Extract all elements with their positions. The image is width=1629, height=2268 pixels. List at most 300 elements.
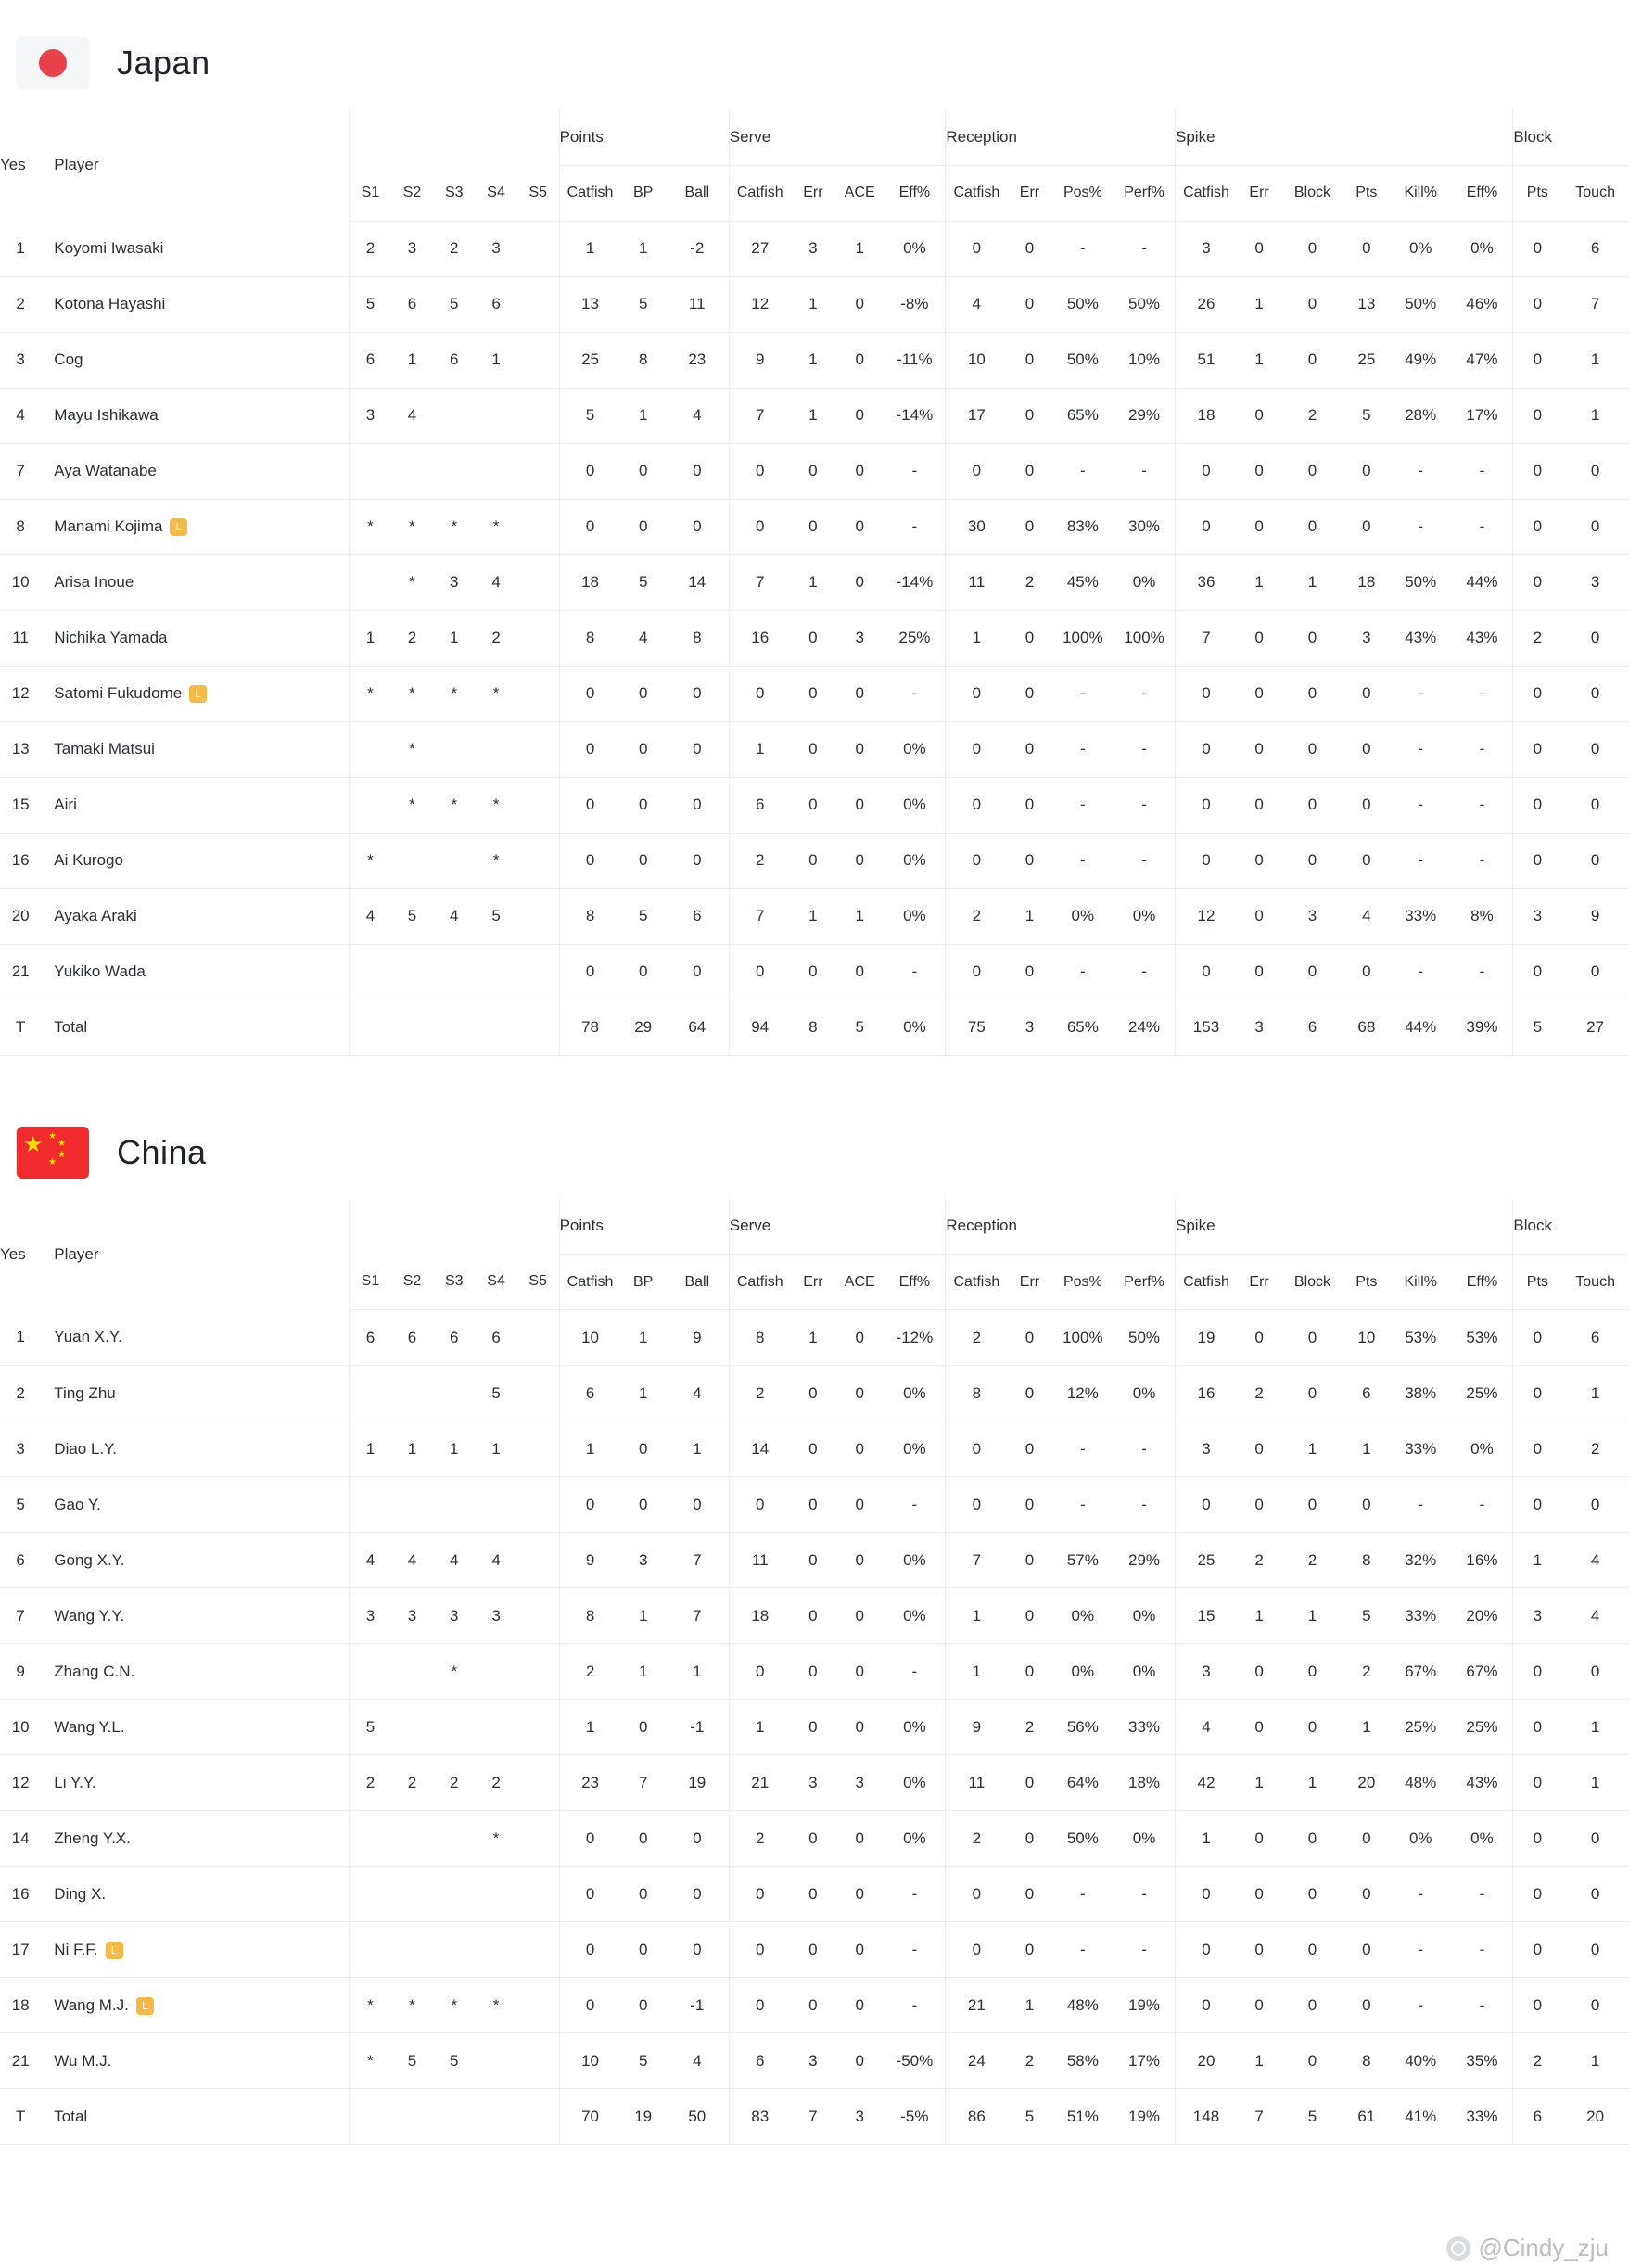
cell-set-1 <box>350 721 391 777</box>
table-row <box>0 1533 1629 1588</box>
col-s5: S5 <box>517 165 559 221</box>
cell-spike-2: 0 <box>1281 1477 1343 1533</box>
cell-reception-1: 0 <box>1007 388 1051 443</box>
cell-points-1: 0 <box>621 777 666 833</box>
col-points-ball: Ball <box>666 165 729 221</box>
cell-points-2: 4 <box>666 1366 729 1421</box>
cell-points-1: 5 <box>621 2033 666 2089</box>
cell-reception-0: 7 <box>946 1533 1007 1588</box>
cell-set-3 <box>433 388 475 443</box>
cell-set-5 <box>517 1533 559 1588</box>
cell-serve-2: 0 <box>835 1867 884 1922</box>
cell-block-1: 1 <box>1561 1366 1629 1421</box>
cell-reception-2: - <box>1052 443 1114 499</box>
row-number: 18 <box>0 1978 41 2033</box>
cell-serve-1: 1 <box>791 276 835 332</box>
cell-spike-0: 3 <box>1176 221 1237 276</box>
cell-points-0: 0 <box>559 721 620 777</box>
cell-spike-3: 1 <box>1343 1421 1390 1477</box>
player-name: Gong X.Y. <box>41 1533 349 1588</box>
player-name: Li Y.Y. <box>41 1755 349 1811</box>
cell-points-2: -1 <box>666 1978 729 2033</box>
col-serve-ace: ACE <box>835 1255 884 1310</box>
table-row <box>0 1700 1629 1755</box>
cell-set-2: 2 <box>391 1755 433 1811</box>
cell-serve-2: 0 <box>835 1366 884 1421</box>
cell-reception-0: 0 <box>946 1922 1007 1978</box>
cell-reception-2: 65% <box>1052 1000 1114 1055</box>
cell-reception-3: - <box>1114 833 1175 888</box>
cell-serve-2: 0 <box>835 721 884 777</box>
cell-serve-1: 0 <box>791 1978 835 2033</box>
cell-reception-0: 0 <box>946 221 1007 276</box>
cell-spike-1: 0 <box>1237 388 1281 443</box>
cell-reception-1: 0 <box>1007 332 1051 388</box>
cell-spike-4: - <box>1390 499 1451 554</box>
cell-set-3: 1 <box>433 1421 475 1477</box>
cell-set-5 <box>517 1477 559 1533</box>
cell-serve-1: 0 <box>791 1533 835 1588</box>
cell-reception-3: 50% <box>1114 1310 1175 1366</box>
cell-spike-0: 15 <box>1176 1588 1237 1644</box>
cell-spike-2: 0 <box>1281 332 1343 388</box>
cell-block-1: 6 <box>1561 221 1629 276</box>
cell-block-1: 1 <box>1561 1755 1629 1811</box>
cell-reception-3: 100% <box>1114 610 1175 666</box>
cell-set-3 <box>433 1700 475 1755</box>
cell-points-2: 4 <box>666 388 729 443</box>
cell-serve-1: 0 <box>791 1811 835 1867</box>
cell-points-0: 6 <box>559 1366 620 1421</box>
cell-reception-3: - <box>1114 1477 1175 1533</box>
cell-serve-2: 0 <box>835 666 884 721</box>
reception-group-header: Reception <box>946 109 1176 165</box>
cell-set-2: 4 <box>391 388 433 443</box>
cell-serve-0: 2 <box>729 1811 790 1867</box>
cell-block-1: 9 <box>1561 888 1629 944</box>
cell-points-1: 5 <box>621 888 666 944</box>
cell-serve-3: 0% <box>884 1421 945 1477</box>
cell-reception-2: 0% <box>1052 1588 1114 1644</box>
cell-spike-4: - <box>1390 1922 1451 1978</box>
cell-points-0: 0 <box>559 1811 620 1867</box>
table-row <box>0 1310 1629 1366</box>
cell-set-1: 5 <box>350 276 391 332</box>
cell-points-1: 0 <box>621 1700 666 1755</box>
cell-serve-3: 0% <box>884 1366 945 1421</box>
cell-serve-2: 3 <box>835 610 884 666</box>
col-spike-err: Err <box>1237 1255 1281 1310</box>
cell-points-1: 8 <box>621 332 666 388</box>
cell-serve-3: 0% <box>884 1700 945 1755</box>
cell-set-2: 3 <box>391 221 433 276</box>
libero-badge: L <box>136 1997 154 2015</box>
cell-points-2: 0 <box>666 666 729 721</box>
cell-spike-4: - <box>1390 721 1451 777</box>
cell-set-4: * <box>475 1811 516 1867</box>
cell-reception-2: 51% <box>1052 2089 1114 2145</box>
cell-spike-4: 49% <box>1390 332 1451 388</box>
cell-set-5 <box>517 888 559 944</box>
cell-serve-2: 0 <box>835 1922 884 1978</box>
cell-set-4: * <box>475 777 516 833</box>
cell-serve-1: 1 <box>791 332 835 388</box>
cell-spike-1: 0 <box>1237 499 1281 554</box>
cell-set-5 <box>517 610 559 666</box>
cell-serve-0: 6 <box>729 777 790 833</box>
cell-serve-3: -50% <box>884 2033 945 2089</box>
cell-spike-3: 5 <box>1343 1588 1390 1644</box>
cell-set-4: 5 <box>475 1366 516 1421</box>
cell-spike-0: 0 <box>1176 1922 1237 1978</box>
cell-spike-1: 0 <box>1237 1421 1281 1477</box>
team-block-china <box>0 1089 1629 2146</box>
cell-serve-3: - <box>884 1477 945 1533</box>
cell-spike-0: 19 <box>1176 1310 1237 1366</box>
cell-points-0: 0 <box>559 1867 620 1922</box>
row-number: 6 <box>0 1533 41 1588</box>
cell-points-1: 0 <box>621 1978 666 2033</box>
libero-badge: L <box>106 1942 123 1959</box>
cell-spike-3: 20 <box>1343 1755 1390 1811</box>
cell-spike-3: 0 <box>1343 221 1390 276</box>
col-points-bp: BP <box>621 165 666 221</box>
cell-spike-3: 0 <box>1343 777 1390 833</box>
cell-spike-2: 0 <box>1281 944 1343 1000</box>
stats-table-china <box>0 1199 1629 2146</box>
table-row <box>0 944 1629 1000</box>
cell-set-3: 2 <box>433 221 475 276</box>
cell-spike-2: 1 <box>1281 554 1343 610</box>
sets-group-header <box>350 109 560 165</box>
cell-serve-2: 3 <box>835 2089 884 2145</box>
cell-serve-1: 0 <box>791 610 835 666</box>
cell-serve-0: 18 <box>729 1588 790 1644</box>
cell-serve-1: 0 <box>791 944 835 1000</box>
cell-serve-3: - <box>884 1867 945 1922</box>
cell-spike-5: 8% <box>1451 888 1512 944</box>
col-s4: S4 <box>475 1255 516 1310</box>
cell-spike-0: 12 <box>1176 888 1237 944</box>
cell-block-1: 0 <box>1561 1644 1629 1700</box>
cell-set-1: 6 <box>350 332 391 388</box>
cell-spike-5: - <box>1451 1922 1512 1978</box>
col-block-touch: Touch <box>1561 165 1629 221</box>
col-reception-pos: Pos% <box>1052 1255 1114 1310</box>
cell-block-0: 0 <box>1513 276 1561 332</box>
row-number: 16 <box>0 1867 41 1922</box>
cell-points-1: 0 <box>621 1477 666 1533</box>
cell-serve-2: 0 <box>835 777 884 833</box>
cell-reception-1: 2 <box>1007 2033 1051 2089</box>
cell-set-2 <box>391 2089 433 2145</box>
cell-set-1 <box>350 554 391 610</box>
cell-set-5 <box>517 777 559 833</box>
cell-set-2 <box>391 443 433 499</box>
cell-points-0: 5 <box>559 388 620 443</box>
cell-reception-2: 57% <box>1052 1533 1114 1588</box>
cell-spike-2: 0 <box>1281 1811 1343 1867</box>
cell-set-1 <box>350 1867 391 1922</box>
cell-set-2 <box>391 1922 433 1978</box>
cell-spike-1: 0 <box>1237 777 1281 833</box>
row-number: 1 <box>0 1310 41 1366</box>
cell-spike-5: 67% <box>1451 1644 1512 1700</box>
cell-reception-2: - <box>1052 666 1114 721</box>
cell-serve-3: 0% <box>884 1811 945 1867</box>
cell-block-1: 1 <box>1561 388 1629 443</box>
cell-points-0: 0 <box>559 666 620 721</box>
cell-reception-3: - <box>1114 1867 1175 1922</box>
cell-serve-3: 0% <box>884 777 945 833</box>
cell-serve-1: 0 <box>791 1421 835 1477</box>
cell-spike-1: 0 <box>1237 1922 1281 1978</box>
cell-points-2: 7 <box>666 1533 729 1588</box>
cell-reception-3: 24% <box>1114 1000 1175 1055</box>
cell-points-2: 7 <box>666 1588 729 1644</box>
cell-set-3: 3 <box>433 1588 475 1644</box>
cell-spike-2: 0 <box>1281 1310 1343 1366</box>
table-row <box>0 888 1629 944</box>
team-name-japan: Japan <box>117 44 210 82</box>
cell-set-4: * <box>475 499 516 554</box>
cell-points-1: 0 <box>621 1421 666 1477</box>
cell-serve-0: 7 <box>729 888 790 944</box>
cell-spike-1: 0 <box>1237 888 1281 944</box>
cell-set-2: 6 <box>391 1310 433 1366</box>
cell-block-0: 0 <box>1513 833 1561 888</box>
cell-spike-0: 0 <box>1176 721 1237 777</box>
cell-reception-0: 0 <box>946 944 1007 1000</box>
cell-serve-3: 0% <box>884 1000 945 1055</box>
cell-set-4: * <box>475 1978 516 2033</box>
cell-spike-4: - <box>1390 1477 1451 1533</box>
cell-spike-3: 61 <box>1343 2089 1390 2145</box>
cell-set-1: 3 <box>350 1588 391 1644</box>
cell-reception-2: - <box>1052 1477 1114 1533</box>
cell-set-1: * <box>350 666 391 721</box>
cell-reception-1: 0 <box>1007 1366 1051 1421</box>
cell-serve-0: 8 <box>729 1310 790 1366</box>
cell-serve-2: 1 <box>835 888 884 944</box>
cell-set-4 <box>475 1700 516 1755</box>
cell-reception-2: - <box>1052 777 1114 833</box>
cell-serve-3: - <box>884 499 945 554</box>
cell-reception-1: 0 <box>1007 833 1051 888</box>
cell-set-1 <box>350 1477 391 1533</box>
cell-reception-3: 0% <box>1114 1811 1175 1867</box>
cell-set-2: 5 <box>391 2033 433 2089</box>
cell-spike-3: 0 <box>1343 1867 1390 1922</box>
col-spike-block: Block <box>1281 165 1343 221</box>
cell-serve-0: 0 <box>729 443 790 499</box>
cell-set-1: 1 <box>350 610 391 666</box>
cell-spike-1: 1 <box>1237 276 1281 332</box>
cell-reception-2: 100% <box>1052 1310 1114 1366</box>
col-serve-err: Err <box>791 165 835 221</box>
cell-block-1: 0 <box>1561 499 1629 554</box>
cell-spike-4: 48% <box>1390 1755 1451 1811</box>
cell-set-4 <box>475 2089 516 2145</box>
cell-block-1: 1 <box>1561 332 1629 388</box>
cell-spike-3: 2 <box>1343 1644 1390 1700</box>
cell-serve-0: 0 <box>729 1867 790 1922</box>
cell-block-0: 0 <box>1513 1366 1561 1421</box>
cell-points-0: 13 <box>559 276 620 332</box>
cell-spike-2: 0 <box>1281 1366 1343 1421</box>
player-name: Wang M.J. L <box>41 1978 349 2033</box>
cell-serve-3: -5% <box>884 2089 945 2145</box>
cell-points-2: 19 <box>666 1755 729 1811</box>
cell-block-1: 0 <box>1561 610 1629 666</box>
col-s3: S3 <box>433 165 475 221</box>
col-spike-kill: Kill% <box>1390 165 1451 221</box>
cell-reception-1: 0 <box>1007 1477 1051 1533</box>
cell-spike-0: 25 <box>1176 1533 1237 1588</box>
cell-points-0: 8 <box>559 888 620 944</box>
cell-block-0: 0 <box>1513 721 1561 777</box>
cell-set-1: 4 <box>350 888 391 944</box>
cell-reception-1: 0 <box>1007 443 1051 499</box>
cell-reception-0: 9 <box>946 1700 1007 1755</box>
cell-spike-4: 33% <box>1390 1421 1451 1477</box>
cell-set-5 <box>517 666 559 721</box>
cell-reception-3: 33% <box>1114 1700 1175 1755</box>
cell-set-4 <box>475 1477 516 1533</box>
col-spike-eff: Eff% <box>1451 1255 1512 1310</box>
cell-spike-5: - <box>1451 777 1512 833</box>
cell-set-5 <box>517 2089 559 2145</box>
cell-set-5 <box>517 1867 559 1922</box>
cell-points-1: 7 <box>621 1755 666 1811</box>
cell-spike-1: 2 <box>1237 1366 1281 1421</box>
cell-reception-1: 0 <box>1007 1867 1051 1922</box>
cell-block-1: 20 <box>1561 2089 1629 2145</box>
block-group-header: Block <box>1513 1199 1629 1255</box>
cell-set-2: 1 <box>391 1421 433 1477</box>
cell-points-0: 1 <box>559 1421 620 1477</box>
team-header-japan <box>0 0 1629 109</box>
cell-points-0: 0 <box>559 833 620 888</box>
cell-block-0: 0 <box>1513 777 1561 833</box>
cell-spike-4: - <box>1390 777 1451 833</box>
cell-serve-1: 0 <box>791 1366 835 1421</box>
cell-spike-5: - <box>1451 1978 1512 2033</box>
cell-points-1: 29 <box>621 1000 666 1055</box>
cell-reception-0: 0 <box>946 666 1007 721</box>
table-row <box>0 721 1629 777</box>
cell-serve-3: 0% <box>884 1588 945 1644</box>
cell-set-3: 4 <box>433 1533 475 1588</box>
cell-spike-4: 50% <box>1390 276 1451 332</box>
table-row <box>0 332 1629 388</box>
cell-spike-2: 0 <box>1281 276 1343 332</box>
cell-set-1: 2 <box>350 221 391 276</box>
row-number: 1 <box>0 221 41 276</box>
cell-spike-3: 10 <box>1343 1310 1390 1366</box>
cell-reception-1: 0 <box>1007 1644 1051 1700</box>
cell-reception-1: 0 <box>1007 666 1051 721</box>
cell-spike-1: 0 <box>1237 944 1281 1000</box>
cell-block-0: 0 <box>1513 1755 1561 1811</box>
col-s1: S1 <box>350 1255 391 1310</box>
row-number: 16 <box>0 833 41 888</box>
cell-points-0: 8 <box>559 1588 620 1644</box>
cell-serve-1: 0 <box>791 1644 835 1700</box>
cell-set-5 <box>517 332 559 388</box>
cell-reception-3: 30% <box>1114 499 1175 554</box>
cell-spike-5: 53% <box>1451 1310 1512 1366</box>
col-points-ball: Ball <box>666 1255 729 1310</box>
cell-set-3: * <box>433 666 475 721</box>
col-block-pts: Pts <box>1513 165 1561 221</box>
player-name: Ding X. <box>41 1867 349 1922</box>
cell-set-3: 2 <box>433 1755 475 1811</box>
cell-reception-3: 18% <box>1114 1755 1175 1811</box>
cell-serve-2: 0 <box>835 388 884 443</box>
cell-spike-0: 16 <box>1176 1366 1237 1421</box>
cell-serve-3: 25% <box>884 610 945 666</box>
row-number: 15 <box>0 777 41 833</box>
cell-spike-5: 33% <box>1451 2089 1512 2145</box>
cell-serve-1: 3 <box>791 2033 835 2089</box>
table-row <box>0 2033 1629 2089</box>
player-name: Yuan X.Y. <box>41 1310 349 1366</box>
spike-group-header: Spike <box>1176 1199 1513 1255</box>
cell-serve-0: 1 <box>729 1700 790 1755</box>
cell-reception-1: 0 <box>1007 721 1051 777</box>
cell-spike-5: - <box>1451 1477 1512 1533</box>
cell-spike-3: 0 <box>1343 721 1390 777</box>
row-number: 2 <box>0 276 41 332</box>
cell-block-1: 27 <box>1561 1000 1629 1055</box>
cell-reception-0: 75 <box>946 1000 1007 1055</box>
cell-reception-3: 29% <box>1114 388 1175 443</box>
libero-badge: L <box>189 685 207 703</box>
cell-spike-5: - <box>1451 721 1512 777</box>
cell-reception-2: 64% <box>1052 1755 1114 1811</box>
stats-table-japan <box>0 109 1629 1056</box>
cell-block-1: 1 <box>1561 1700 1629 1755</box>
cell-spike-3: 25 <box>1343 332 1390 388</box>
cell-points-2: 1 <box>666 1644 729 1700</box>
cell-spike-4: 28% <box>1390 388 1451 443</box>
cell-serve-2: 0 <box>835 1700 884 1755</box>
cell-spike-0: 7 <box>1176 610 1237 666</box>
cell-reception-1: 0 <box>1007 1310 1051 1366</box>
cell-spike-1: 1 <box>1237 554 1281 610</box>
team-block-japan <box>0 0 1629 1056</box>
cell-spike-5: 0% <box>1451 1811 1512 1867</box>
col-serve-eff: Eff% <box>884 1255 945 1310</box>
cell-set-1: 2 <box>350 1755 391 1811</box>
cell-points-2: 11 <box>666 276 729 332</box>
cell-set-4 <box>475 1922 516 1978</box>
player-name: Kotona Hayashi <box>41 276 349 332</box>
cell-reception-3: - <box>1114 1922 1175 1978</box>
cell-serve-1: 0 <box>791 1477 835 1533</box>
cell-spike-2: 6 <box>1281 1000 1343 1055</box>
cell-set-3 <box>433 443 475 499</box>
cell-points-1: 0 <box>621 721 666 777</box>
col-yes-header: Yes <box>0 1244 26 1263</box>
cell-reception-2: 12% <box>1052 1366 1114 1421</box>
cell-spike-1: 0 <box>1237 1867 1281 1922</box>
sets-group-header <box>350 1199 560 1255</box>
cell-spike-2: 0 <box>1281 1922 1343 1978</box>
cell-spike-5: 20% <box>1451 1588 1512 1644</box>
cell-serve-2: 0 <box>835 2033 884 2089</box>
